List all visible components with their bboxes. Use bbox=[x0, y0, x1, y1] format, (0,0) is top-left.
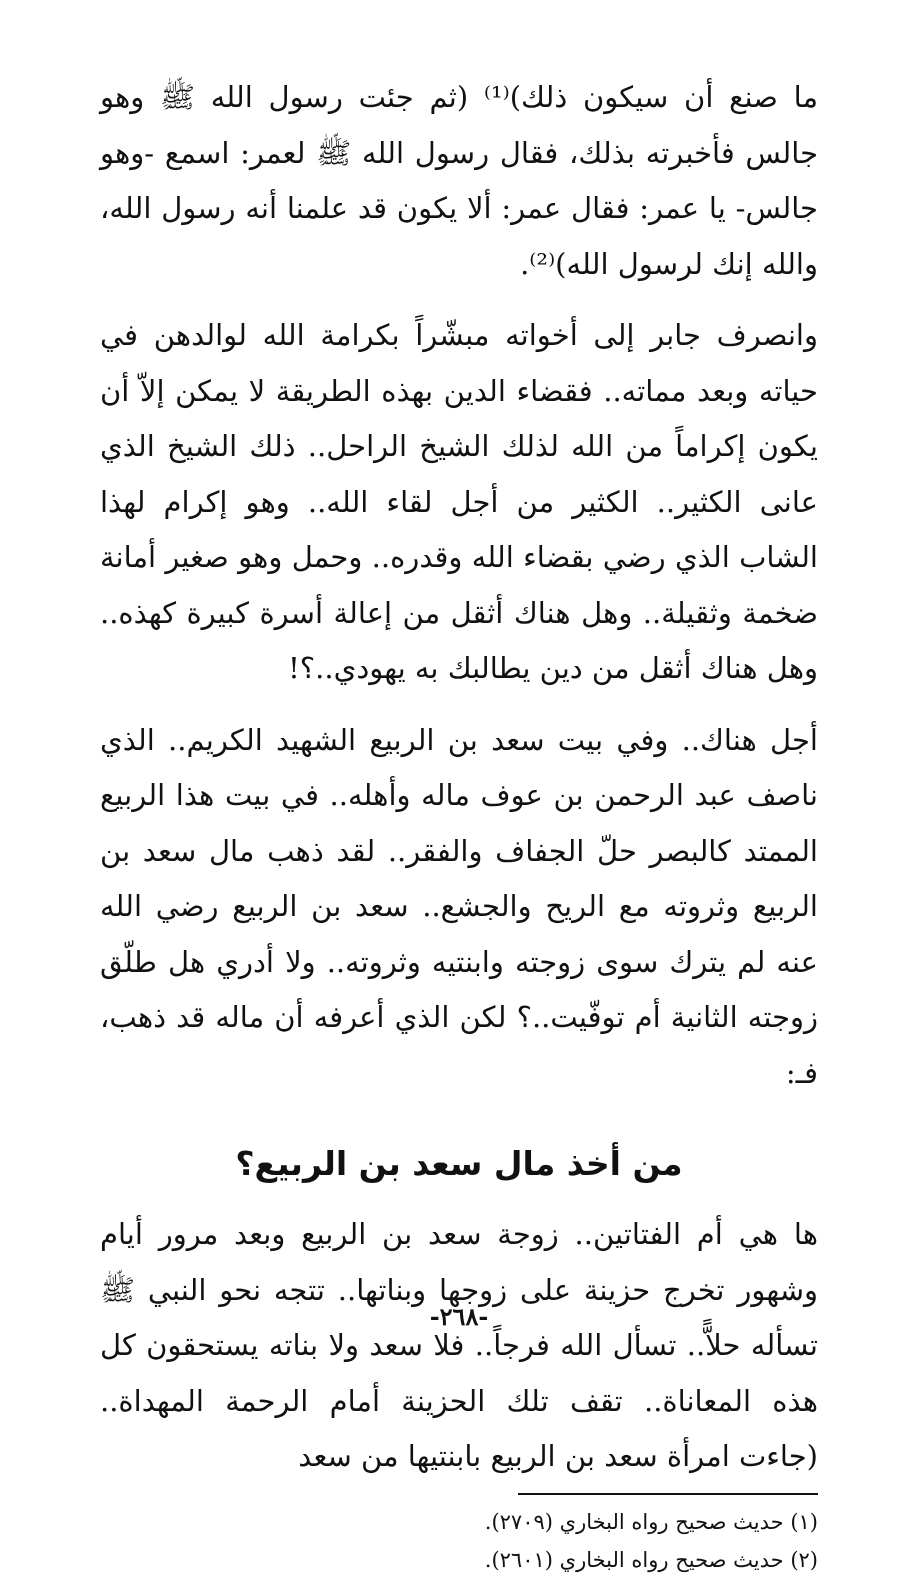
paragraph-1: ما صنع أن سيكون ذلك)⁽¹⁾ (ثم جئت رسول الله ﷺ وهو جالس فأخبرته بذلك، فقال رسول الله ﷺ لعمر: اسمع -وهو جالس- يا عمر: فقال عمر: ألا يكون قد علمنا أنه رسول الله، والله إنك لرسول الله)⁽²⁾. bbox=[100, 80, 818, 281]
footnote-divider bbox=[518, 1493, 818, 1495]
page-number: -٢٦٨- bbox=[429, 1302, 489, 1331]
footnote-2: (٢) حديث صحيح رواه البخاري (٢٦٠١). bbox=[484, 1547, 818, 1572]
paragraph-4: ها هي أم الفتاتين.. زوجة سعد بن الربيع وبعد مرور أيام وشهور تخرج حزينة على زوجها وبناتها.. تتجه نحو النبي ﷺ تسأله حلاًّ.. تسأل الله فرجاً.. فلا سعد ولا بناته يستحقون كل هذه المعاناة.. تقف تلك الحزينة أمام الرحمة المهداة.. (جاءت امرأة سعد بن الربيع بابنتيها من سعد bbox=[100, 1217, 818, 1473]
footnote-1: (١) حديث صحيح رواه البخاري (٢٧٠٩). bbox=[484, 1509, 818, 1534]
paragraph-2: وانصرف جابر إلى أخواته مبشّراً بكرامة الله لوالدهن في حياته وبعد مماته.. فقضاء الدين بهذه الطريقة لا يمكن إلاّ أن يكون إكراماً من الله لذلك الشيخ الراحل.. ذلك الشيخ الذي عانى الكثير.. الكثير من أجل لقاء الله.. وهو إكرام لهذا الشاب الذي رضي بقضاء الله وقدره.. وحمل وهو صغير أمانة ضخمة وثقيلة.. وهل هناك أثقل من إعالة أسرة كبيرة كهذه.. وهل هناك أثقل من دين يطالبك به يهودي..؟! bbox=[100, 318, 818, 685]
paragraph-3: أجل هناك.. وفي بيت سعد بن الربيع الشهيد الكريم.. الذي ناصف عبد الرحمن بن عوف ماله وأهله.. في بيت هذا الربيع الممتد كالبصر حلّ الجفاف والفقر.. لقد ذهب مال سعد بن الربيع وثروته مع الريح والجشع.. سعد بن الربيع رضي الله عنه لم يترك سوى زوجته وابنتيه وثروته.. ولا أدري هل طلّق زوجته الثانية أم توفّيت..؟ لكن الذي أعرفه أن ماله قد ذهب، فـ: bbox=[100, 722, 818, 1090]
section-heading: من أخذ مال سعد بن الربيع؟ bbox=[235, 1144, 683, 1183]
